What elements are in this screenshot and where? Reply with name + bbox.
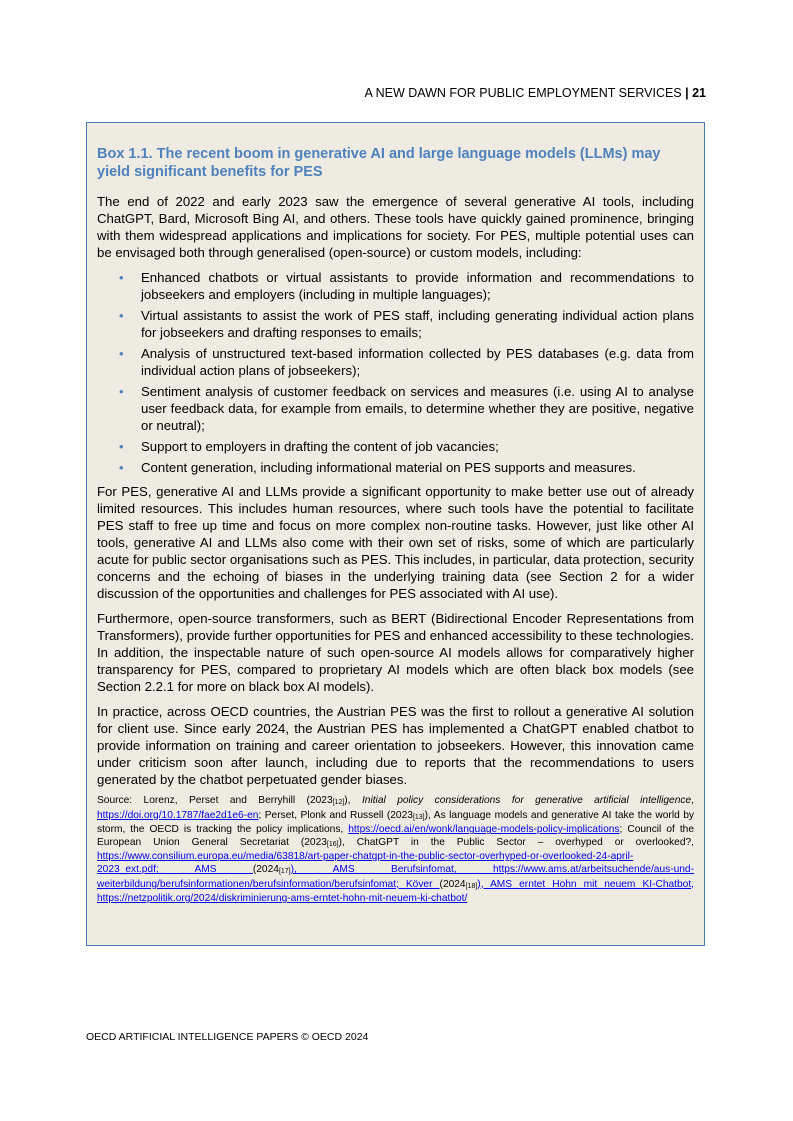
page-number: 21 (692, 86, 706, 100)
reference-number: [12] (332, 799, 345, 806)
header-separator: | (681, 86, 693, 100)
bullet-icon: • (119, 384, 124, 399)
paragraph-open-source: Furthermore, open-source transformers, such as BERT (Bidirectional Encoder Representations from Transformers), provide further opportunities for PES and enhanced accessibility to these technologies. In addition, the inspectable nature of such open-source AI models allows for comparatively higher transparency for PES, compared to proprietary AI models which are often black box models (see Section 2.2.1 for more on black box AI models). (97, 611, 694, 694)
source-text: Source: Lorenz, Perset and Berryhill (2023 (97, 795, 333, 806)
uses-list (97, 269, 694, 476)
source-text: ), (344, 795, 362, 806)
list-item (119, 345, 694, 379)
running-header (364, 86, 706, 100)
box-1-1 (86, 122, 705, 946)
list-item-text: Analysis of unstructured text-based information collected by PES databases (e.g. data from individual action plans of jobseekers); (141, 346, 694, 378)
list-item-text: Support to employers in drafting the content of job vacancies; (141, 439, 499, 454)
reference-number: [18] (465, 882, 478, 890)
source-text: ), As language models and generative AI take the world by storm, the OECD is tracking the policy implications, (97, 809, 694, 836)
list-item (119, 459, 694, 476)
reference-number: [17] (278, 867, 291, 875)
reference-number: [16] (326, 840, 339, 848)
running-title: A NEW DAWN FOR PUBLIC EMPLOYMENT SERVICES (364, 86, 682, 100)
list-item (119, 269, 694, 303)
source-text: , (691, 795, 694, 806)
list-item-text: Enhanced chatbots or virtual assistants to provide information and recommendations to jobseekers and employers (including in multiple languages); (141, 270, 694, 302)
source-text: ; Council of the European Union General Secretariat (2023 (97, 824, 694, 848)
source-link[interactable]: ), AMS erntet Hohn mit neuem KI-Chatbot, https://netzpolitik.org/2024/diskriminierung-ams-erntet-hohn-mit-neuem-ki-chatbot/ (97, 878, 694, 905)
reference-number: [13] (412, 813, 425, 821)
box-title: Box 1.1. The recent boom in generative AI and large language models (LLMs) may yield significant benefits for PES (97, 146, 661, 180)
source-link[interactable]: ), AMS Berufsinfomat, https://www.ams.at/arbeitsuchende/aus-und-weiterbildung/berufsinformationen/berufsinformation/berufsinfomat; Köver (97, 863, 694, 890)
source-text: ), ChatGPT in the Public Sector – overhyped or overlooked?, (338, 836, 695, 848)
bullet-icon: • (119, 346, 124, 361)
list-item-text: Virtual assistants to assist the work of PES staff, including generating individual action plans for jobseekers and drafting responses to emails; (141, 308, 694, 340)
list-item (119, 383, 694, 434)
list-item (119, 438, 694, 455)
paragraph-austria: In practice, across OECD countries, the Austrian PES was the first to rollout a generative AI solution for client use. Since early 2024, the Austrian PES has implemented a ChatGPT enabled chatbot to provide information on training and career orientation to jobseekers. However, this innovation came under criticism soon after launch, including due to reports that the recommendations to users generated by the chatbot perpetuated gender biases. (97, 704, 694, 787)
bullet-icon: • (119, 270, 124, 285)
page-footer: OECD ARTIFICIAL INTELLIGENCE PAPERS © OECD 2024 (86, 1031, 369, 1043)
bullet-icon: • (119, 439, 124, 454)
list-item-text: Content generation, including informational material on PES supports and measures. (141, 460, 636, 475)
source-link[interactable]: https://www.consilium.europa.eu/media/63818/art-paper-chatgpt-in-the-public-sector-overhyped-or-overlooked-24-april-2023_ext.pdf; AMS (97, 851, 634, 875)
list-item (119, 307, 694, 341)
source-note (97, 795, 694, 906)
box-intro: The end of 2022 and early 2023 saw the emergence of several generative AI tools, including ChatGPT, Bard, Microsoft Bing AI, and others. These tools have quickly gained prominence, bringing with them widespread applications and implications for society. For PES, multiple potential uses can be envisaged both through generalised (open-source) or custom models, including: (97, 194, 694, 260)
source-text: (2024 (439, 878, 466, 890)
bullet-icon: • (119, 460, 124, 475)
source-link[interactable]: https://doi.org/10.1787/fae2d1e6-en (97, 809, 259, 821)
paragraph-resources: For PES, generative AI and LLMs provide a significant opportunity to make better use out of already limited resources. This includes human resources, where such tools have the potential to facilitate PES staff to free up time and focus on more complex non-routine tasks. However, just like other AI tools, generative AI and LLMs also come with their own set of risks, some of which are particularly acute for public sector organisations such as PES. This includes, in particular, data protection, security concerns and the echoing of biases in the underlying training data (see Section 2 for a wider discussion of the opportunities and challenges for PES associated with AI use). (97, 484, 694, 601)
source-link[interactable]: https://oecd.ai/en/wonk/language-models-policy-implications (348, 824, 620, 836)
source-title: Initial policy considerations for generative artificial intelligence (361, 795, 692, 806)
source-text: ; Perset, Plonk and Russell (2023 (258, 809, 413, 821)
source-text: (2024 (252, 863, 279, 875)
list-item-text: Sentiment analysis of customer feedback on services and measures (i.e. using AI to analyse user feedback data, for example from emails, to determine whether they are positive, negative or neutral); (141, 384, 694, 433)
bullet-icon: • (119, 308, 124, 323)
